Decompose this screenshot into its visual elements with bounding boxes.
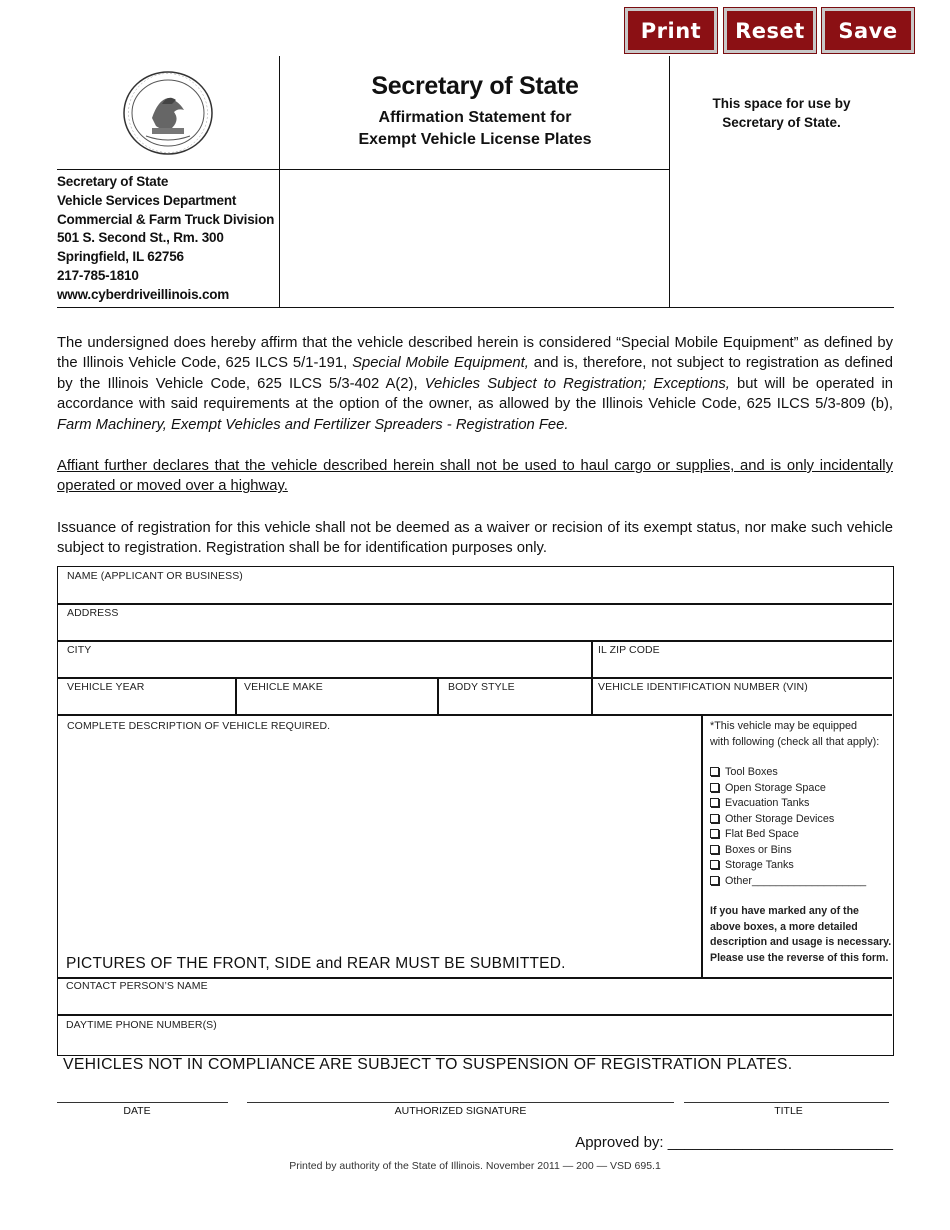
contact-name-field[interactable]: CONTACT PERSON’S NAME [66,980,208,992]
save-button[interactable]: Save [822,8,914,53]
form-rule [58,1014,892,1016]
form-rule [58,977,892,979]
form-divider [701,714,703,977]
form-rule [58,603,892,605]
address-line: Vehicle Services Department [57,192,237,208]
equipment-note: If you have marked any of the above boxes, a more detailed description and usage is necessary. Please use the reverse of this form. [710,905,892,964]
form-divider [437,677,439,715]
checkbox-flat-bed[interactable]: Flat Bed Space [710,827,892,843]
checkbox-icon[interactable] [710,814,719,823]
checkbox-open-storage[interactable]: Open Storage Space [710,781,892,797]
description-field[interactable]: COMPLETE DESCRIPTION OF VEHICLE REQUIRED. [67,720,331,732]
zip-field[interactable]: IL ZIP CODE [598,644,660,656]
checkbox-icon[interactable] [710,783,719,792]
name-field[interactable]: NAME (APPLICANT OR BUSINESS) [67,570,243,582]
state-seal-icon [122,70,214,156]
form-divider [235,677,237,715]
form-subtitle-line1: Affirmation Statement for [378,109,572,126]
office-use-line1: This space for use by [712,96,851,111]
body-style-field[interactable]: BODY STYLE [448,681,515,693]
address-line: 501 S. Second St., Rm. 300 [57,230,224,246]
header-divider-horizontal [57,169,669,170]
date-label: DATE [123,1105,151,1117]
form-rule [58,640,892,642]
registration-notice: Issuance of registration for this vehicle shall not be deemed as a waiver or recision of its exempt status, nor make such vehicle subject to registration. Registration shall be for identification purposes only. [57,520,893,557]
checkbox-tool-boxes[interactable]: Tool Boxes [710,765,892,781]
checkbox-icon[interactable] [710,767,719,776]
office-address [57,173,274,305]
form-divider [591,640,593,715]
phone-field[interactable]: DAYTIME PHONE NUMBER(S) [66,1019,217,1031]
checkbox-icon[interactable] [710,829,719,838]
checkbox-icon[interactable] [710,845,719,854]
signature-line[interactable] [247,1102,674,1103]
checkbox-evacuation-tanks[interactable]: Evacuation Tanks [710,796,892,812]
checkbox-other[interactable]: Other___________________ [710,874,892,890]
title-label: TITLE [774,1105,803,1117]
address-line: www.cyberdriveillinois.com [57,286,230,302]
title-line[interactable] [684,1102,889,1103]
vehicle-form [57,566,894,1056]
checkbox-boxes-bins[interactable]: Boxes or Bins [710,843,892,859]
approved-by[interactable]: Approved by: ___________________________ [575,1134,893,1151]
address-line: 217-785-1810 [57,267,139,283]
vin-field[interactable]: VEHICLE IDENTIFICATION NUMBER (VIN) [598,681,808,693]
office-use-line2: Secretary of State. [722,115,841,130]
address-line: Commercial & Farm Truck Division [57,211,275,227]
vehicle-year-field[interactable]: VEHICLE YEAR [67,681,145,693]
form-rule [58,677,892,679]
page-title: Secretary of State [371,72,579,100]
reset-button[interactable]: Reset [724,8,816,53]
compliance-warning: VEHICLES NOT IN COMPLIANCE ARE SUBJECT TO SUSPENSION OF REGISTRATION PLATES. [63,1056,793,1073]
checkbox-icon[interactable] [710,876,719,885]
office-use-box [670,94,893,132]
form-subtitle-line2: Exempt Vehicle License Plates [358,131,592,148]
pictures-notice: PICTURES OF THE FRONT, SIDE and REAR MUST BE SUBMITTED. [66,955,566,972]
vehicle-make-field[interactable]: VEHICLE MAKE [244,681,323,693]
print-button[interactable]: Print [625,8,717,53]
equipment-checklist [710,719,892,966]
equipment-intro: with following (check all that apply): [710,735,880,748]
checkbox-storage-tanks[interactable]: Storage Tanks [710,858,892,874]
address-line: Springfield, IL 62756 [57,249,184,265]
print-authority-footer: Printed by authority of the State of Illinois. November 2011 — 200 — VSD 695.1 [289,1160,661,1172]
checkbox-icon[interactable] [710,860,719,869]
form-rule [58,714,892,716]
checkbox-other-storage[interactable]: Other Storage Devices [710,812,892,828]
affirmation-paragraph: The undersigned does hereby affirm that the vehicle described herein is considered “Special Mobile Equipment” as defined by the Illinois Vehicle Code, 625 ILCS 5/1-191, Special Mobile Equipment, and is, therefore, not subject to registration as defined by the Illinois Vehicle Code, 625 ILCS 5/3-402 A(2), Vehicles Subject to Registration; Exceptions, but will be operated in accordance with said requirements at the option of the owner, as allowed by the Illinois Vehicle Code, 625 ILCS 5/3-809 (b), Farm Machinery, Exempt Vehicles and Fertilizer Spreaders - Registration Fee. [57,335,893,433]
address-line: Secretary of State [57,174,169,189]
affiant-declaration: Affiant further declares that the vehicle described herein shall not be used to haul cargo or supplies, and is only incidentally operated or moved over a highway. [57,458,893,495]
date-line[interactable] [57,1102,228,1103]
signature-label: AUTHORIZED SIGNATURE [394,1105,527,1117]
checkbox-icon[interactable] [710,798,719,807]
equipment-intro: *This vehicle may be equipped [710,720,858,732]
city-field[interactable]: CITY [67,644,92,656]
address-field[interactable]: ADDRESS [67,607,119,619]
header-bottom-rule [57,307,894,308]
